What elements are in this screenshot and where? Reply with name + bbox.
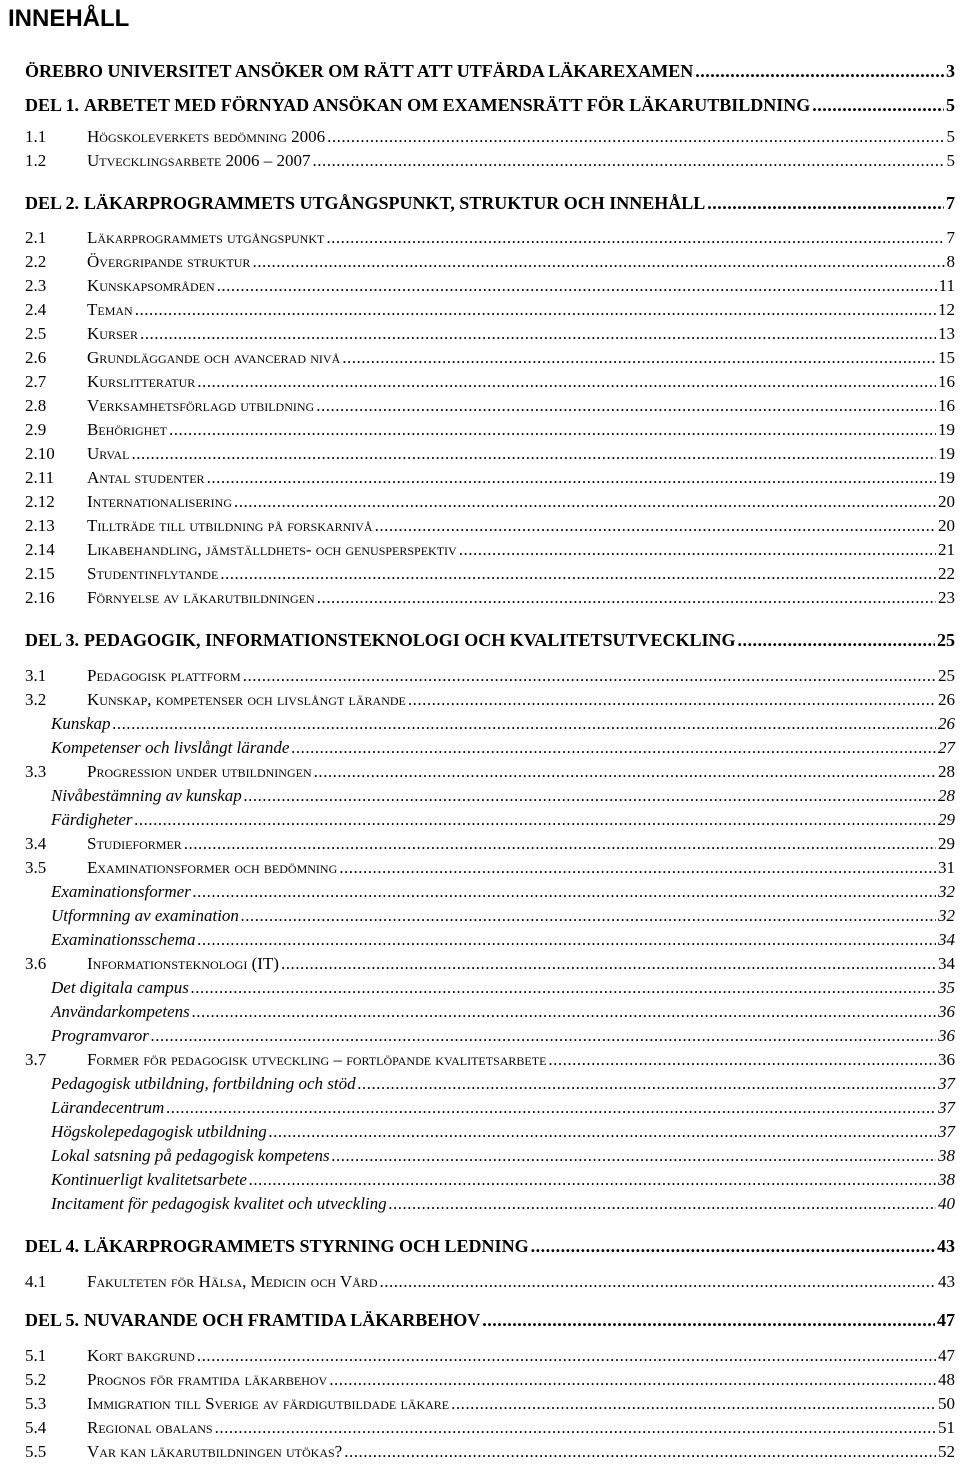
toc-entry-title: Former för pedagogisk utveckling – fortlöpande kvalitetsarbete xyxy=(87,1050,547,1069)
dot-leader xyxy=(234,492,936,512)
toc-entry-page: 19 xyxy=(938,444,955,463)
toc-entry[interactable] xyxy=(0,300,960,320)
toc-entry-title: Behörighet xyxy=(87,420,167,439)
toc-entry[interactable] xyxy=(0,762,960,782)
toc-entry[interactable] xyxy=(0,372,960,392)
toc-entry-title: Programvaror xyxy=(51,1026,149,1045)
toc-entry-title: Var kan läkarutbildningen utökas? xyxy=(87,1442,343,1461)
toc-entry-page: 36 xyxy=(938,1026,955,1045)
dot-leader xyxy=(327,127,944,147)
toc-entry-number: 2.7 xyxy=(25,372,47,391)
toc-entry[interactable] xyxy=(0,564,960,584)
dot-leader xyxy=(220,564,936,584)
dot-leader xyxy=(451,1394,936,1414)
toc-entry-page: 21 xyxy=(938,540,955,559)
toc-entry-title: Det digitala campus xyxy=(51,978,189,997)
toc-entry-title: Kontinuerligt kvalitetsarbete xyxy=(51,1170,247,1189)
toc-entry-page: 25 xyxy=(938,666,955,685)
toc-entry[interactable] xyxy=(0,151,960,171)
dot-leader xyxy=(482,1310,935,1331)
toc-entry-page: 27 xyxy=(938,738,955,757)
dot-leader xyxy=(339,858,936,878)
toc-entry-number: 2.5 xyxy=(25,324,47,343)
toc-entry[interactable] xyxy=(0,738,960,758)
toc-entry[interactable] xyxy=(0,396,960,416)
toc-entry[interactable] xyxy=(0,348,960,368)
toc-entry[interactable] xyxy=(0,492,960,512)
toc-entry-page: 40 xyxy=(938,1194,955,1213)
toc-entry[interactable] xyxy=(0,1370,960,1390)
toc-entry-number: 2.10 xyxy=(25,444,55,463)
toc-entry-page: 35 xyxy=(938,978,955,997)
toc-entry-title: Övergripande struktur xyxy=(87,252,251,271)
toc-entry-page: 48 xyxy=(938,1370,955,1389)
toc-entry-page: 12 xyxy=(938,300,955,319)
dot-leader xyxy=(135,810,936,830)
toc-entry-page: 5 xyxy=(946,127,955,146)
toc-entry[interactable] xyxy=(0,588,960,608)
dot-leader xyxy=(269,1122,936,1142)
toc-entry[interactable] xyxy=(0,1170,960,1190)
dot-leader xyxy=(332,1146,936,1166)
toc-entry[interactable] xyxy=(0,324,960,344)
toc-entry[interactable] xyxy=(0,468,960,488)
toc-entry-title: Lärandecentrum xyxy=(51,1098,165,1117)
dot-leader xyxy=(113,714,937,734)
toc-entry-title: Lokal satsning på pedagogisk kompetens xyxy=(51,1146,330,1165)
toc-entry-number: DEL 5. xyxy=(25,1310,80,1330)
toc-entry-page: 15 xyxy=(938,348,955,367)
toc-entry-page: 32 xyxy=(938,906,955,925)
toc-entry-page: 43 xyxy=(937,1236,955,1256)
toc-entry-number: DEL 3. xyxy=(25,630,80,650)
toc-entry-page: 16 xyxy=(938,396,955,415)
toc-entry[interactable] xyxy=(0,61,960,82)
toc-entry-number: 5.1 xyxy=(25,1346,47,1365)
dot-leader xyxy=(249,1170,936,1190)
toc-entry-number: 4.1 xyxy=(25,1272,47,1291)
toc-entry-page: 47 xyxy=(937,1310,955,1330)
toc-entry[interactable] xyxy=(0,786,960,806)
toc-entry-page: 29 xyxy=(938,810,955,829)
dot-leader xyxy=(548,1050,936,1070)
toc-entry-number: 5.5 xyxy=(25,1442,47,1461)
toc-entry-title: Progression under utbildningen xyxy=(87,762,312,781)
toc-entry[interactable] xyxy=(0,1394,960,1414)
toc-entry-title: Immigration till Sverige av färdigutbildade läkare xyxy=(87,1394,450,1413)
dot-leader xyxy=(358,1074,936,1094)
dot-leader xyxy=(151,1026,936,1046)
toc-entry-title: Förnyelse av läkarutbildningen xyxy=(87,588,315,607)
toc-entry-title: Examinationsschema xyxy=(51,930,196,949)
dot-leader xyxy=(197,372,936,392)
toc-entry[interactable] xyxy=(0,276,960,296)
toc-entry-title: Kort bakgrund xyxy=(87,1346,195,1365)
toc-entry[interactable] xyxy=(0,540,960,560)
dot-leader xyxy=(291,738,936,758)
toc-entry[interactable] xyxy=(0,810,960,830)
toc-entry-page: 51 xyxy=(938,1418,955,1437)
toc-entry[interactable] xyxy=(0,1310,960,1331)
dot-leader xyxy=(737,630,935,651)
toc-entry-title: NUVARANDE OCH FRAMTIDA LÄKARBEHOV xyxy=(84,1310,481,1330)
toc-entry-page: 36 xyxy=(938,1050,955,1069)
toc-entry[interactable] xyxy=(0,1098,960,1118)
dot-leader xyxy=(241,906,936,926)
toc-entry[interactable] xyxy=(0,1074,960,1094)
toc-entry[interactable] xyxy=(0,252,960,272)
toc-entry-title: Kunskap, kompetenser och livslångt lärande xyxy=(87,690,406,709)
toc-entry-number: 3.4 xyxy=(25,834,47,853)
toc-entry-number: 5.2 xyxy=(25,1370,47,1389)
toc-entry[interactable] xyxy=(0,420,960,440)
toc-entry-title: ÖREBRO UNIVERSITET ANSÖKER OM RÄTT ATT UTFÄRDA LÄKAREXAMEN xyxy=(25,61,694,81)
toc-entry-number: 2.1 xyxy=(25,228,47,247)
toc-entry-title: LÄKARPROGRAMMETS UTGÅNGSPUNKT, STRUKTUR OCH INNEHÅLL xyxy=(84,193,706,213)
toc-entry-page: 23 xyxy=(938,588,955,607)
toc-entry[interactable] xyxy=(0,516,960,536)
dot-leader xyxy=(375,516,936,536)
toc-entry-title: Prognos för framtida läkarbehov xyxy=(87,1370,328,1389)
toc-entry[interactable] xyxy=(0,954,960,974)
dot-leader xyxy=(313,151,945,171)
toc-entry[interactable] xyxy=(0,193,960,214)
toc-entry[interactable] xyxy=(0,930,960,950)
toc-entry-page: 31 xyxy=(938,858,955,877)
dot-leader xyxy=(281,954,936,974)
toc-entry-number: DEL 4. xyxy=(25,1236,80,1256)
dot-leader xyxy=(531,1236,935,1257)
toc-entry-number: 2.3 xyxy=(25,276,47,295)
toc-entry-page: 34 xyxy=(938,930,955,949)
dot-leader xyxy=(140,324,936,344)
toc-entry-page: 20 xyxy=(938,516,955,535)
toc-entry-number: 2.15 xyxy=(25,564,55,583)
toc-entry-number: 2.9 xyxy=(25,420,47,439)
toc-entry[interactable] xyxy=(0,1122,960,1142)
toc-entry-page: 3 xyxy=(946,61,955,81)
toc-entry[interactable] xyxy=(0,882,960,902)
toc-entry-title: Pedagogisk utbildning, fortbildning och stöd xyxy=(51,1074,356,1093)
toc-entry-number: DEL 1. xyxy=(25,95,80,115)
toc-entry-title: Grundläggande och avancerad nivå xyxy=(87,348,341,367)
dot-leader xyxy=(459,540,936,560)
toc-entry-number: 3.2 xyxy=(25,690,47,709)
toc-entry-title: Regional obalans xyxy=(87,1418,213,1437)
toc-entry-title: Internationalisering xyxy=(87,492,232,511)
toc-entry[interactable] xyxy=(0,1050,960,1070)
toc-entry[interactable] xyxy=(0,978,960,998)
toc-entry-title: Kurser xyxy=(87,324,138,343)
toc-entry-title: Kurslitteratur xyxy=(87,372,196,391)
toc-entry[interactable] xyxy=(0,1026,960,1046)
toc-entry-page: 11 xyxy=(938,276,955,295)
dot-leader xyxy=(342,348,936,368)
toc-entry[interactable] xyxy=(0,834,960,854)
toc-entry-number: 2.8 xyxy=(25,396,47,415)
dot-leader xyxy=(695,61,944,82)
toc-entry[interactable] xyxy=(0,666,960,686)
toc-entry-title: Studentinflytande xyxy=(87,564,219,583)
toc-entry[interactable] xyxy=(0,906,960,926)
dot-leader xyxy=(217,276,937,296)
toc-entry-title: Utvecklingsarbete 2006 – 2007 xyxy=(87,151,311,170)
toc-entry-title: Urval xyxy=(87,444,130,463)
dot-leader xyxy=(131,444,936,464)
toc-entry-number: 2.13 xyxy=(25,516,55,535)
dot-leader xyxy=(193,882,936,902)
toc-entry-page: 47 xyxy=(938,1346,955,1365)
toc-entry[interactable] xyxy=(0,1346,960,1366)
toc-entry[interactable] xyxy=(0,127,960,147)
toc-entry-page: 43 xyxy=(938,1272,955,1291)
toc-entry-page: 26 xyxy=(938,714,955,733)
dot-leader xyxy=(812,95,944,116)
toc-entry[interactable] xyxy=(0,95,960,116)
dot-leader xyxy=(329,1370,936,1390)
toc-entry-number: 5.4 xyxy=(25,1418,47,1437)
toc-entry-page: 19 xyxy=(938,420,955,439)
toc-entry-page: 37 xyxy=(938,1074,955,1093)
toc-entry[interactable] xyxy=(0,858,960,878)
toc-entry-number: 3.7 xyxy=(25,1050,47,1069)
toc-entry-page: 16 xyxy=(938,372,955,391)
toc-entry-page: 28 xyxy=(938,786,955,805)
toc-entry-page: 32 xyxy=(938,882,955,901)
dot-leader xyxy=(191,978,936,998)
toc-entry[interactable] xyxy=(0,1272,960,1292)
toc-heading: INNEHÅLL xyxy=(8,5,130,32)
toc-entry-number: 2.4 xyxy=(25,300,47,319)
dot-leader xyxy=(244,786,936,806)
toc-entry-page: 25 xyxy=(937,630,955,650)
toc-entry-title: PEDAGOGIK, INFORMATIONSTEKNOLOGI OCH KVALITETSUTVECKLING xyxy=(84,630,736,650)
dot-leader xyxy=(135,300,936,320)
toc-entry-title: Användarkompetens xyxy=(51,1002,190,1021)
toc-entry-number: DEL 2. xyxy=(25,193,80,213)
toc-entry-title: Kunskapsområden xyxy=(87,276,215,295)
toc-entry-page: 22 xyxy=(938,564,955,583)
toc-entry-number: 1.2 xyxy=(25,151,47,170)
toc-entry-number: 2.14 xyxy=(25,540,55,559)
toc-entry-title: Högskoleverkets bedömning 2006 xyxy=(87,127,326,146)
dot-leader xyxy=(207,468,936,488)
toc-entry-title: Pedagogisk plattform xyxy=(87,666,241,685)
toc-entry-title: Läkarprogrammets utgångspunkt xyxy=(87,228,325,247)
dot-leader xyxy=(197,1346,936,1366)
toc-entry-page: 19 xyxy=(938,468,955,487)
toc-entry-page: 8 xyxy=(946,252,955,271)
toc-entry-title: Examinationsformer och bedömning xyxy=(87,858,338,877)
toc-entry-page: 52 xyxy=(938,1442,955,1461)
dot-leader xyxy=(707,193,944,214)
toc-entry[interactable] xyxy=(0,1442,960,1462)
toc-entry-page: 28 xyxy=(938,762,955,781)
toc-entry[interactable] xyxy=(0,444,960,464)
toc-entry-number: 2.11 xyxy=(25,468,55,487)
toc-entry[interactable] xyxy=(0,714,960,734)
toc-entry[interactable] xyxy=(0,1236,960,1257)
toc-entry-number: 3.5 xyxy=(25,858,47,877)
dot-leader xyxy=(314,762,936,782)
dot-leader xyxy=(380,1272,936,1292)
dot-leader xyxy=(252,252,944,272)
dot-leader xyxy=(192,1002,936,1022)
toc-entry-number: 2.12 xyxy=(25,492,55,511)
toc-entry-number: 2.2 xyxy=(25,252,47,271)
toc-entry-title: Studieformer xyxy=(87,834,182,853)
toc-entry-page: 50 xyxy=(938,1394,955,1413)
dot-leader xyxy=(316,396,936,416)
toc-entry-title: Nivåbestämning av kunskap xyxy=(51,786,242,805)
toc-entry[interactable] xyxy=(0,630,960,651)
toc-entry-title: Färdigheter xyxy=(51,810,133,829)
toc-entry-number: 3.1 xyxy=(25,666,47,685)
toc-entry-title: Kompetenser och livslångt lärande xyxy=(51,738,290,757)
toc-entry[interactable] xyxy=(0,228,960,248)
toc-entry-page: 29 xyxy=(938,834,955,853)
toc-entry-number: 2.16 xyxy=(25,588,55,607)
toc-entry-number: 2.6 xyxy=(25,348,47,367)
dot-leader xyxy=(166,1098,936,1118)
toc-entry[interactable] xyxy=(0,1146,960,1166)
toc-entry-page: 5 xyxy=(946,95,955,115)
toc-entry-number: 3.6 xyxy=(25,954,47,973)
toc-entry-title: LÄKARPROGRAMMETS STYRNING OCH LEDNING xyxy=(84,1236,529,1256)
dot-leader xyxy=(215,1418,936,1438)
toc-entry-page: 13 xyxy=(938,324,955,343)
toc-entry-title: Tillträde till utbildning på forskarnivå xyxy=(87,516,373,535)
toc-entry-title: Utformning av examination xyxy=(51,906,239,925)
toc-entry-page: 38 xyxy=(938,1170,955,1189)
toc-entry-title: Fakulteten för Hälsa, Medicin och Vård xyxy=(87,1272,378,1291)
toc-entry-title: Kunskap xyxy=(51,714,111,733)
toc-entry-page: 7 xyxy=(946,228,955,247)
toc-entry-number: 3.3 xyxy=(25,762,47,781)
toc-entry-page: 34 xyxy=(938,954,955,973)
toc-entry-page: 20 xyxy=(938,492,955,511)
toc-entry-title: ARBETET MED FÖRNYAD ANSÖKAN OM EXAMENSRÄTT FÖR LÄKARUTBILDNING xyxy=(84,95,811,115)
toc-entry-page: 37 xyxy=(938,1098,955,1117)
toc-entry-page: 38 xyxy=(938,1146,955,1165)
toc-entry-page: 5 xyxy=(946,151,955,170)
toc-entry[interactable] xyxy=(0,1418,960,1438)
dot-leader xyxy=(326,228,944,248)
dot-leader xyxy=(197,930,936,950)
toc-entry-title: Högskolepedagogisk utbildning xyxy=(51,1122,267,1141)
toc-entry[interactable] xyxy=(0,1194,960,1214)
toc-entry-page: 36 xyxy=(938,1002,955,1021)
dot-leader xyxy=(344,1442,936,1462)
toc-entry-number: 5.3 xyxy=(25,1394,47,1413)
toc-entry[interactable] xyxy=(0,1002,960,1022)
dot-leader xyxy=(389,1194,936,1214)
toc-entry-title: Informationsteknologi (IT) xyxy=(87,954,279,973)
dot-leader xyxy=(184,834,936,854)
toc-entry-page: 26 xyxy=(938,690,955,709)
toc-entry-title: Verksamhetsförlagd utbildning xyxy=(87,396,315,415)
toc-entry-number: 1.1 xyxy=(25,127,47,146)
dot-leader xyxy=(408,690,936,710)
dot-leader xyxy=(243,666,936,686)
toc-entry-title: Examinationsformer xyxy=(51,882,191,901)
dot-leader xyxy=(169,420,936,440)
toc-entry-page: 37 xyxy=(938,1122,955,1141)
toc-entry-title: Incitament för pedagogisk kvalitet och utveckling xyxy=(51,1194,387,1213)
toc-entry-title: Teman xyxy=(87,300,133,319)
toc-entry-title: Antal studenter xyxy=(87,468,205,487)
dot-leader xyxy=(317,588,936,608)
toc-entry-title: Likabehandling, jämställdhets- och genusperspektiv xyxy=(87,540,457,559)
toc-entry[interactable] xyxy=(0,690,960,710)
toc-entry-page: 7 xyxy=(946,193,955,213)
